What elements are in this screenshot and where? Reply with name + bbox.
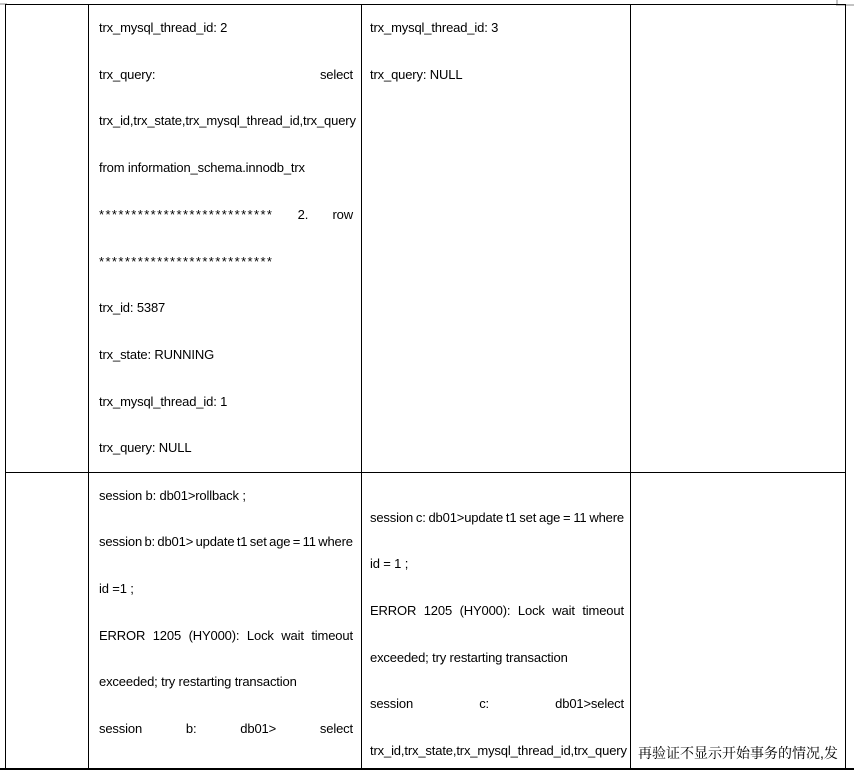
text-line — [638, 730, 841, 770]
text-segment: timeout — [311, 627, 353, 643]
text-segment: wait — [281, 627, 304, 643]
text-segment: 11 — [573, 509, 587, 525]
table-cell-r2c1-empty — [6, 473, 89, 770]
text-segment: from information_schema.innodb_trx — [99, 160, 305, 176]
text-line — [99, 706, 353, 753]
text-line — [370, 495, 624, 542]
table-cell-r2c4-chinese-note — [631, 473, 845, 770]
text-segment: session — [370, 509, 414, 525]
text-segment: id =1 ; — [99, 580, 134, 596]
text-segment: age — [269, 534, 291, 550]
text-line — [370, 681, 624, 728]
text-segment: exceeded; try restarting transaction — [370, 649, 568, 665]
text-line — [99, 473, 353, 520]
text-segment: db01>update — [428, 509, 504, 525]
mysql-transactions-table — [5, 4, 846, 770]
text-line — [99, 379, 353, 426]
text-segment: age — [538, 509, 561, 525]
text-segment: exceeded; try restarting transaction — [99, 674, 297, 690]
table-cell-r2c3-session-c-commands — [362, 473, 631, 770]
text-segment: trx_id: 5387 — [99, 300, 166, 316]
text-line — [370, 728, 627, 770]
text-line — [370, 5, 624, 52]
text-line — [370, 541, 624, 588]
text-segment: trx_query: NULL — [99, 440, 192, 456]
table-cell-r1c4-empty — [631, 5, 845, 473]
text-segment: select — [319, 721, 353, 737]
text-line — [99, 285, 353, 332]
text-line — [99, 145, 353, 192]
text-segment: t1 — [236, 534, 248, 550]
text-segment: trx_id,trx_state,trx_mysql_thread_id,trx_query — [99, 113, 356, 129]
text-segment: trx_mysql_thread_id: 2 — [99, 20, 228, 35]
text-line — [99, 98, 356, 145]
text-segment: session — [99, 721, 143, 737]
text-line — [99, 5, 353, 52]
text-segment: update — [195, 534, 235, 550]
text-segment: trx_mysql_thread_id: 1 — [99, 393, 228, 409]
text-segment: trx_query: — [99, 66, 156, 82]
text-segment: db01>select — [555, 696, 624, 712]
text-segment: b: — [185, 721, 197, 737]
text-segment: where — [589, 509, 624, 525]
text-segment: *************************** — [99, 253, 274, 269]
text-line — [99, 192, 353, 239]
text-line — [99, 239, 353, 286]
text-line — [99, 425, 353, 472]
text-segment: 2. — [297, 206, 309, 222]
text-segment: = — [563, 509, 571, 525]
text-segment: ERROR — [370, 602, 417, 618]
text-line — [99, 613, 353, 660]
text-line — [99, 566, 353, 613]
text-segment: t1 — [505, 509, 517, 525]
table-cell-r1c3-trx-output-session-c — [362, 5, 631, 473]
table-cell-r1c1-empty — [6, 5, 89, 473]
text-line — [99, 332, 353, 379]
text-segment: trx_state: RUNNING — [99, 346, 215, 362]
text-segment: c: — [479, 696, 489, 712]
text-line — [99, 659, 353, 706]
text-segment: trx_mysql_thread_id: 3 — [370, 20, 499, 35]
text-line — [370, 635, 624, 682]
table-cell-r2c2-session-b-commands — [89, 473, 362, 770]
text-line — [370, 52, 624, 99]
text-segment: session — [370, 696, 414, 712]
text-line — [370, 588, 624, 635]
text-segment: 1205 — [423, 602, 453, 618]
text-segment: Lock — [246, 627, 274, 643]
text-segment: trx_query: NULL — [370, 66, 463, 82]
text-segment: session b: db01>rollback ; — [99, 487, 246, 503]
text-segment: where — [318, 534, 353, 550]
text-segment: *************************** — [99, 206, 274, 222]
text-segment: ERROR — [99, 627, 146, 643]
text-segment: row — [332, 206, 353, 222]
text-segment: 再验证不显示开始事务的情况,发 — [638, 744, 838, 761]
text-segment: timeout — [582, 602, 624, 618]
text-segment: db01> — [240, 721, 277, 737]
text-line — [99, 52, 353, 99]
text-segment: set — [519, 509, 537, 525]
text-segment: db01> — [157, 534, 194, 550]
text-segment: b: — [144, 534, 155, 550]
table-cell-r1c2-trx-output-session-b — [89, 5, 362, 473]
text-segment: (HY000): — [459, 602, 511, 618]
text-line — [99, 519, 353, 566]
text-segment: (HY000): — [188, 627, 240, 643]
text-segment: select — [319, 66, 353, 82]
text-segment: set — [249, 534, 267, 550]
text-segment: 11 — [302, 534, 316, 550]
text-segment: Lock — [517, 602, 545, 618]
text-segment: 1205 — [152, 627, 182, 643]
text-segment: session — [99, 534, 143, 550]
text-segment: = — [292, 534, 301, 550]
text-segment: trx_id,trx_state,trx_mysql_thread_id,trx_query — [370, 743, 627, 759]
text-segment: id = 1 ; — [370, 556, 409, 572]
text-segment: wait — [552, 602, 575, 618]
text-segment: c: — [415, 509, 426, 525]
